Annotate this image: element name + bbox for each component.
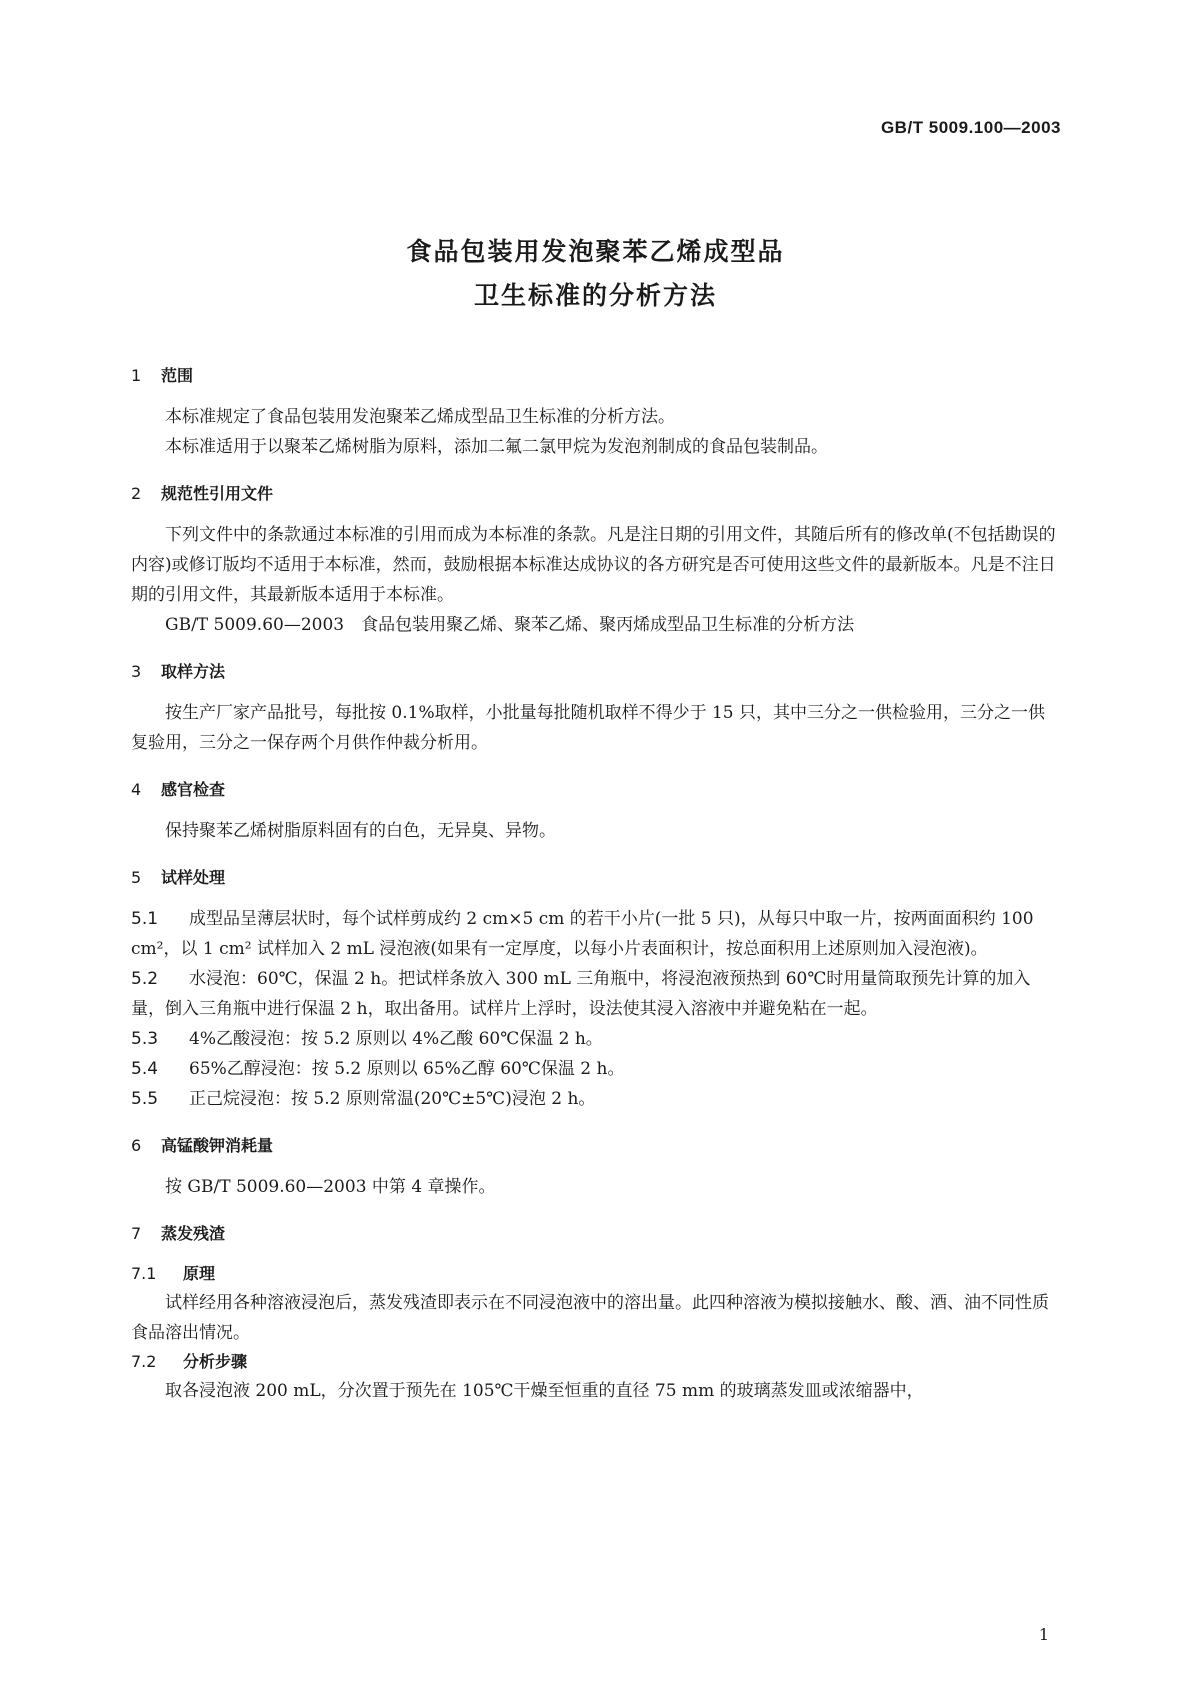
section-6-heading [131, 1132, 1062, 1160]
clause-text: 成型品呈薄层状时，每个试样剪成约 2 cm×5 cm 的若干小片(一批 5 只)，从每只中取一片，按两面面积约 100 cm²，以 1 cm² 试样加入 2 mL 浸泡液(如果有一定厚度，以每小片表面积计，按总面积用上述原则加入浸泡液)。 [131, 909, 1034, 959]
section-2-heading [131, 480, 1062, 508]
clause-number: 5.4 [131, 1059, 159, 1079]
page-number: 1 [1038, 1625, 1049, 1644]
section-number: 1 [131, 366, 142, 385]
paragraph: 下列文件中的条款通过本标准的引用而成为本标准的条款。凡是注日期的引用文件，其随后所有的修改单(不包括勘误的内容)或修订版均不适用于本标准，然而，鼓励根据本标准达成协议的各方研究是否可使用这些文件的最新版本。凡是不注日期的引用文件，其最新版本适用于本标准。 [131, 525, 1056, 605]
section-4-heading [131, 776, 1062, 804]
clause-text: 正己烷浸泡：按 5.2 原则常温(20℃±5℃)浸泡 2 h。 [189, 1089, 596, 1109]
subsection-title: 分析步骤 [183, 1352, 248, 1371]
section-number: 5 [131, 868, 142, 887]
paragraph: 取各浸泡液 200 mL，分次置于预先在 105℃干燥至恒重的直径 75 mm 的玻璃蒸发皿或浓缩器中， [165, 1381, 924, 1401]
clause-text: 水浸泡：60℃，保温 2 h。把试样条放入 300 mL 三角瓶中，将浸泡液预热到 60℃时用量筒取预先计算的加入量，倒入三角瓶中进行保温 2 h，取出备用。试样片上浮时，设法使其浸入溶液中并避免粘在一起。 [131, 969, 1031, 1019]
clause-5-4 [131, 1054, 1062, 1084]
section-number: 6 [131, 1136, 142, 1155]
subsection-title: 原理 [183, 1264, 216, 1283]
section-number: 2 [131, 484, 142, 503]
title-line-1: 食品包装用发泡聚苯乙烯成型品 [406, 237, 785, 266]
section-title: 取样方法 [161, 662, 226, 681]
normative-reference: GB/T 5009.60—2003 食品包装用聚乙烯、聚苯乙烯、聚丙烯成型品卫生标准的分析方法 [165, 615, 855, 635]
standard-number: GB/T 5009.100—2003 [880, 118, 1061, 137]
section-5-heading [131, 864, 1062, 892]
subsection-number: 7.1 [131, 1264, 157, 1283]
clause-5-3 [131, 1024, 1062, 1054]
subsection-7-1-heading [131, 1260, 1062, 1288]
paragraph: 按 GB/T 5009.60—2003 中第 4 章操作。 [165, 1177, 496, 1197]
clause-number: 5.1 [131, 909, 159, 929]
document-title [0, 230, 1191, 318]
paragraph: 本标准适用于以聚苯乙烯树脂为原料，添加二氟二氯甲烷为发泡剂制成的食品包装制品。 [165, 437, 828, 457]
section-title: 范围 [161, 366, 194, 385]
paragraph: 保持聚苯乙烯树脂原料固有的白色，无异臭、异物。 [165, 821, 556, 841]
section-title: 感官检查 [161, 780, 226, 799]
section-number: 4 [131, 780, 142, 799]
document-body [131, 362, 1062, 1406]
section-number: 7 [131, 1224, 142, 1243]
section-number: 3 [131, 662, 142, 681]
section-title: 试样处理 [161, 868, 226, 887]
clause-number: 5.3 [131, 1029, 159, 1049]
clause-text: 4%乙酸浸泡：按 5.2 原则以 4%乙酸 60℃保温 2 h。 [189, 1029, 603, 1049]
paragraph: 试样经用各种溶液浸泡后，蒸发残渣即表示在不同浸泡液中的溶出量。此四种溶液为模拟接触水、酸、酒、油不同性质食品溶出情况。 [131, 1293, 1049, 1343]
clause-5-5 [131, 1084, 1062, 1114]
clause-5-2 [131, 964, 1062, 1024]
section-title: 高锰酸钾消耗量 [161, 1136, 274, 1155]
paragraph: 本标准规定了食品包装用发泡聚苯乙烯成型品卫生标准的分析方法。 [165, 407, 675, 427]
section-1-heading [131, 362, 1062, 390]
subsection-7-2-heading [131, 1348, 1062, 1376]
section-7-heading [131, 1220, 1062, 1248]
section-3-heading [131, 658, 1062, 686]
clause-5-1 [131, 904, 1062, 964]
clause-number: 5.2 [131, 969, 159, 989]
paragraph: 按生产厂家产品批号，每批按 0.1%取样，小批量每批随机取样不得少于 15 只，其中三分之一供检验用，三分之一供复验用，三分之一保存两个月供作仲裁分析用。 [131, 703, 1046, 753]
clause-text: 65%乙醇浸泡：按 5.2 原则以 65%乙醇 60℃保温 2 h。 [189, 1059, 625, 1079]
section-title: 蒸发残渣 [161, 1224, 226, 1243]
section-title: 规范性引用文件 [161, 484, 274, 503]
clause-number: 5.5 [131, 1089, 159, 1109]
title-line-2: 卫生标准的分析方法 [473, 281, 717, 310]
subsection-number: 7.2 [131, 1352, 157, 1371]
